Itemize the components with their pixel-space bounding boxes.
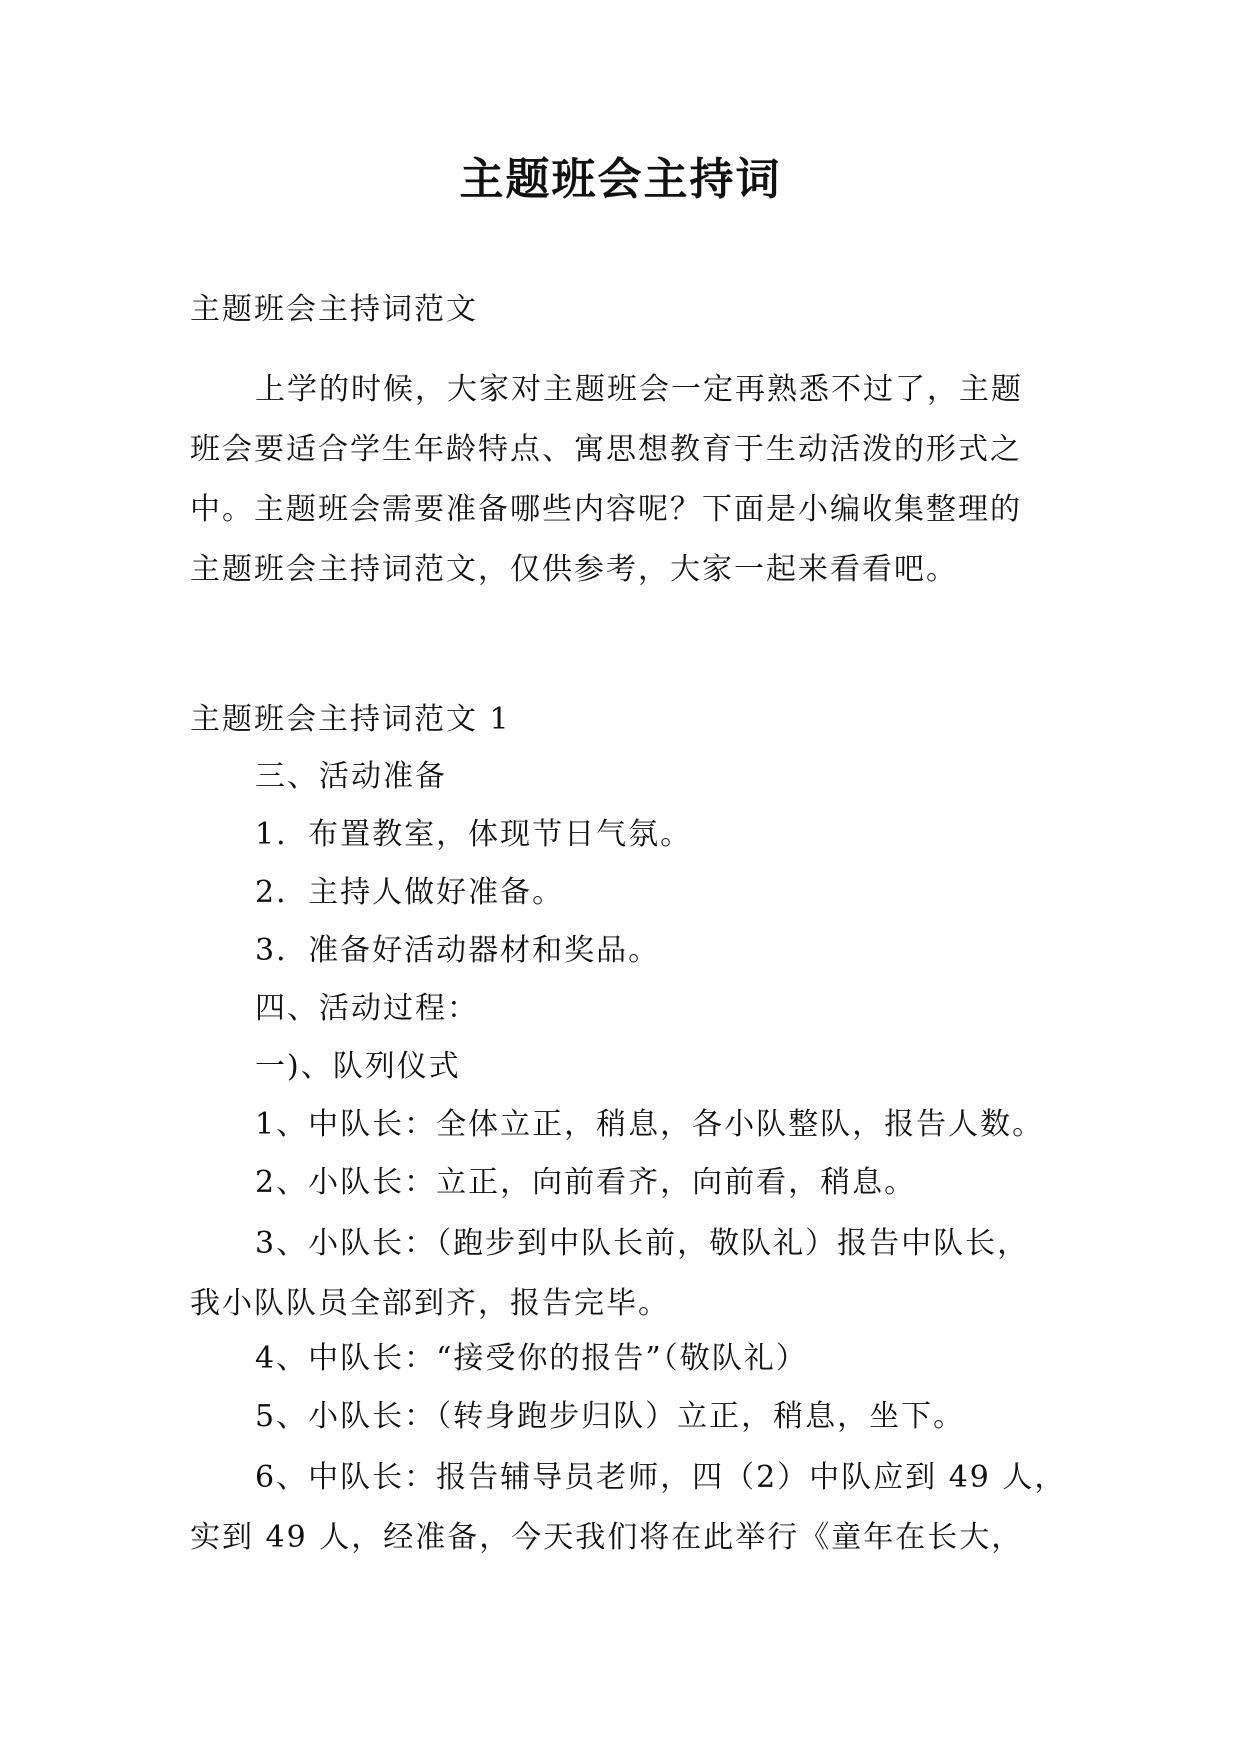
list-item: 1．布置教室，体现节日气氛。 bbox=[255, 817, 693, 852]
activity-prep-heading: 三、活动准备 bbox=[255, 759, 447, 794]
list-item-line: 我小队队员全部到齐，报告完毕。 bbox=[190, 1286, 670, 1321]
subsection-heading: 一)、队列仪式 bbox=[255, 1049, 461, 1084]
document-title: 主题班会主持词 bbox=[459, 154, 782, 205]
list-item: 1、中队长：全体立正，稍息，各小队整队，报告人数。 bbox=[255, 1107, 1045, 1142]
subtitle: 主题班会主持词范文 bbox=[190, 292, 478, 327]
list-item: 3．准备好活动器材和奖品。 bbox=[255, 933, 661, 968]
list-item-line: 6、中队长：报告辅导员老师，四（2）中队应到 49 人， bbox=[255, 1460, 1067, 1495]
intro-paragraph bbox=[190, 360, 1070, 600]
list-item: 2．主持人做好准备。 bbox=[255, 875, 565, 910]
list-item: 5、小队长：（转身跑步归队）立正，稍息，坐下。 bbox=[255, 1399, 966, 1434]
list-item bbox=[190, 1448, 1070, 1568]
intro-line: 中。主题班会需要准备哪些内容呢？下面是小编收集整理的 bbox=[190, 492, 1022, 527]
intro-line: 上学的时候，大家对主题班会一定再熟悉不过了，主题 bbox=[255, 372, 1023, 407]
activity-process-heading: 四、活动过程： bbox=[255, 991, 479, 1026]
intro-line: 班会要适合学生年龄特点、寓思想教育于生动活泼的形式之 bbox=[190, 432, 1022, 467]
list-item bbox=[190, 1214, 1070, 1334]
section-heading: 主题班会主持词范文 1 bbox=[190, 702, 511, 737]
intro-line: 主题班会主持词范文，仅供参考，大家一起来看看吧。 bbox=[190, 552, 958, 587]
list-item: 2、小队长：立正，向前看齐，向前看，稍息。 bbox=[255, 1165, 917, 1200]
list-item-line: 3、小队长：（跑步到中队长前，敬队礼）报告中队长， bbox=[255, 1226, 1030, 1261]
list-item-line: 实到 49 人，经准备，今天我们将在此举行《童年在长大， bbox=[190, 1520, 1024, 1555]
list-item: 4、中队长：“接受你的报告”（敬队礼） bbox=[255, 1341, 808, 1376]
